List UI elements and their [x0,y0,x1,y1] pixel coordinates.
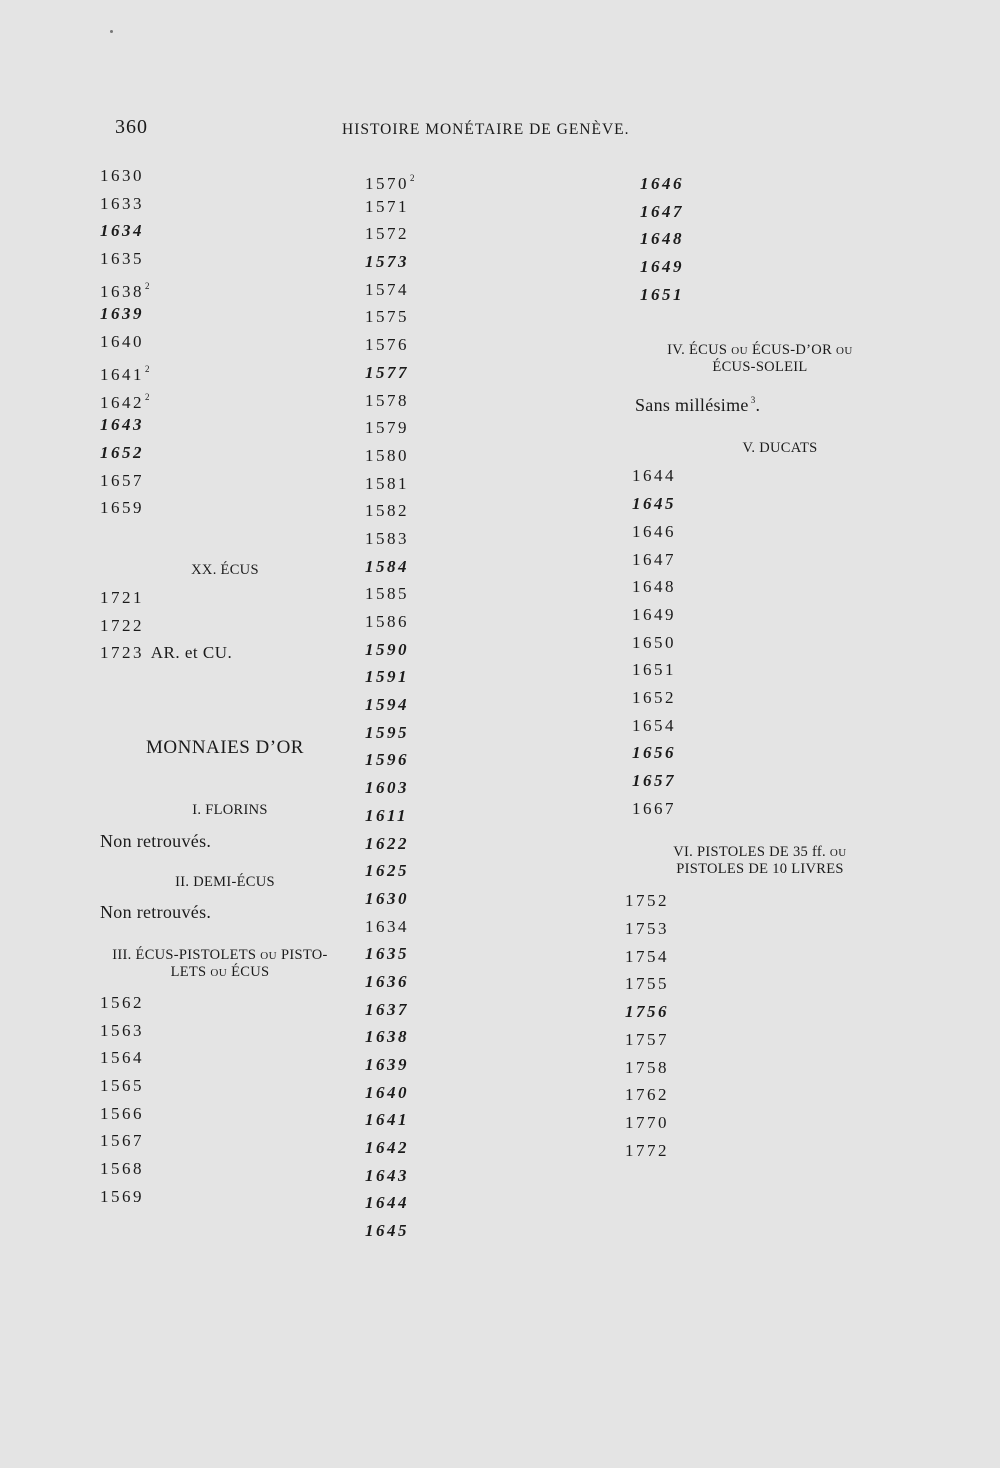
year-value: 1639 [365,1055,409,1074]
right-column [620,170,920,1164]
year-entry [365,746,475,774]
year-value: 1638 [100,281,144,301]
year-value: 1596 [365,750,409,770]
year-value: 1586 [365,612,409,631]
year-entry [365,968,475,996]
year-entry [365,691,475,719]
year-entry [365,303,475,331]
year-entry [100,217,400,245]
note-text: Sans millésime [635,395,749,416]
footnote-marker: 2 [145,280,150,291]
year-value: 1634 [100,221,144,241]
year-entry [365,885,475,913]
year-value: 1585 [365,584,409,604]
year-entry [640,225,920,253]
year-entry [100,384,400,412]
year-entry [625,915,920,943]
year-entry [625,1026,920,1054]
year-entry [365,193,475,221]
year-entry [365,414,475,442]
year-value: 1622 [365,833,409,853]
year-value: 1654 [632,715,676,735]
year-value: 1639 [100,304,144,324]
year-entry [100,273,400,301]
year-value: 1644 [632,466,676,486]
year-entry [100,190,400,218]
year-entry [365,774,475,802]
year-value: 1594 [365,695,409,715]
year-entry [625,1109,920,1137]
year-entry [100,1072,400,1100]
year-entry [365,1051,475,1079]
year-list [620,170,920,308]
year-value: 1641 [100,364,144,384]
year-entry [640,281,920,309]
year-value: 1642 [100,392,144,412]
year-value: 1568 [100,1159,144,1179]
year-value: 1651 [632,660,676,680]
year-value: 1562 [100,993,144,1012]
year-value: 1625 [365,861,409,881]
year-value: 1640 [365,1082,409,1102]
sans-millesime-note [620,389,920,416]
year-value: 1648 [640,229,684,249]
year-value: 1643 [365,1165,409,1185]
year-value: 1578 [365,390,409,410]
year-entry [100,1100,400,1128]
year-entry [365,1217,475,1245]
year-value: 1570 [365,174,409,193]
year-value: 1636 [365,971,409,991]
left-column [100,162,400,1211]
section-title-ecus-or [620,342,900,375]
year-value: 1565 [100,1076,144,1096]
year-entry [100,439,400,467]
title-line-2a: LETS [170,964,211,980]
year-value: 1569 [100,1186,144,1206]
note-period: . [755,395,761,416]
year-entry [100,639,400,667]
year-list [620,887,920,1164]
year-value: 1755 [625,974,669,994]
demi-ecus-note: Non retrouvés. [100,902,212,922]
year-entry [365,857,475,885]
year-value: 1645 [632,494,676,514]
year-value: 1571 [365,196,409,216]
year-entry [100,411,400,439]
year-value: 1652 [632,687,676,707]
year-entry [632,546,920,574]
year-entry [365,553,475,581]
year-entry [365,1023,475,1051]
year-entry [100,612,400,640]
year-value: 1652 [100,442,144,462]
year-entry [365,331,475,359]
year-value: 1572 [365,224,409,244]
year-value: 1753 [625,919,669,939]
year-value: 1756 [625,1002,669,1022]
year-value: 1573 [365,252,409,272]
year-value: 1762 [625,1085,669,1105]
year-entry [365,165,475,193]
year-entry [365,913,475,941]
section-title-ducats: V. DUCATS [742,440,818,457]
year-entry [632,573,920,601]
year-entry [632,629,920,657]
year-entry [632,712,920,740]
year-entry [625,998,920,1026]
year-value: 1648 [632,577,676,597]
year-entry [625,970,920,998]
year-value: 1649 [640,257,684,277]
year-entry [632,656,920,684]
title-line-1b: ÉCUS-D’OR [748,342,836,359]
year-note: AR. et CU. [150,643,233,663]
year-value: 1657 [100,470,144,490]
year-value: 1644 [365,1193,409,1213]
year-entry [632,462,920,490]
year-value: 1582 [365,501,409,521]
year-entry [100,1183,400,1211]
year-entry [365,1189,475,1217]
title-line-1a: IV. ÉCUS [667,342,732,359]
year-value: 1635 [100,249,144,269]
scan-speck [110,30,113,33]
year-entry [100,1017,400,1045]
title-line-2: PISTOLES DE 10 LIVRES [676,861,844,878]
year-entry [100,584,400,612]
year-value: 1576 [365,335,409,355]
year-entry [632,490,920,518]
year-value: 1752 [625,891,669,911]
year-value: 1638 [365,1027,409,1047]
year-entry [365,359,475,387]
year-value: 1757 [625,1029,669,1049]
year-entry [640,198,920,226]
year-value: 1647 [632,549,676,569]
florins-note: Non retrouvés. [100,831,212,851]
year-entry [365,636,475,664]
year-value: 1651 [640,284,684,304]
title-line-1a: VI. PISTOLES DE 35 ff. [673,844,830,861]
year-entry [640,170,920,198]
year-value: 1656 [632,743,676,763]
year-entry [632,518,920,546]
footnote-marker: 2 [145,391,150,402]
year-entry [100,989,400,1017]
year-value: 1722 [100,615,144,635]
year-entry [365,663,475,691]
year-entry [365,1134,475,1162]
year-entry [365,719,475,747]
year-list [365,165,475,1245]
section-title-florins: I. FLORINS [192,802,268,818]
footnote-marker: 2 [145,363,150,374]
year-value: 1590 [365,639,409,659]
year-value: 1567 [100,1131,144,1151]
year-entry [365,608,475,636]
year-value: 1646 [640,174,684,193]
year-value: 1581 [365,473,409,493]
year-entry [365,276,475,304]
year-entry [100,1155,400,1183]
year-entry [625,887,920,915]
year-value: 1577 [365,362,409,382]
year-value: 1650 [632,632,676,652]
footnote-marker: 2 [410,173,415,183]
running-head: HISTOIRE MONÉTAIRE DE GENÈVE. [342,121,630,138]
year-entry [365,220,475,248]
year-value: 1637 [365,999,409,1019]
year-value: 1647 [640,201,684,221]
year-entry [625,1081,920,1109]
year-list [100,162,400,522]
year-entry [100,1127,400,1155]
year-entry [100,328,400,356]
year-entry [365,940,475,968]
year-value: 1583 [365,528,409,548]
title-conjunction: OU [829,847,847,860]
year-value: 1595 [365,722,409,742]
year-value: 1634 [365,916,409,936]
year-value: 1584 [365,556,409,576]
year-value: 1574 [365,279,409,299]
year-entry [365,580,475,608]
year-entry [365,1079,475,1107]
year-value: 1635 [365,944,409,964]
year-entry [625,1054,920,1082]
title-line-1b: PISTO- [277,947,328,963]
year-entry [365,1106,475,1134]
year-entry [100,162,400,190]
year-value: 1772 [625,1140,669,1160]
year-value: 1770 [625,1112,669,1132]
year-value: 1630 [365,888,409,908]
year-value: 1603 [365,778,409,798]
year-value: 1667 [632,798,676,818]
year-value: 1575 [365,307,409,327]
year-value: 1643 [100,415,144,435]
year-value: 1754 [625,946,669,966]
year-entry [365,996,475,1024]
page-number: 360 [115,116,148,138]
year-value: 1566 [100,1103,144,1123]
year-value: 1579 [365,418,409,438]
year-value: 1563 [100,1020,144,1040]
section-title-ecus-pistolets [100,947,340,981]
year-value: 1591 [365,667,409,687]
title-line-2: ÉCUS-SOLEIL [712,359,808,376]
footnote-marker: 3 [750,395,756,406]
title-conjunction: OU [731,345,749,358]
year-value: 1564 [100,1048,144,1068]
year-entry [365,830,475,858]
year-value: 1641 [365,1110,409,1130]
title-conjunction: OU [260,950,278,962]
year-value: 1645 [365,1221,409,1241]
section-title-pistoles [620,844,890,877]
year-value: 1642 [365,1138,409,1158]
year-value: 1640 [100,332,144,352]
year-entry [640,253,920,281]
title-line-2b: ÉCUS [227,964,270,980]
year-entry [632,739,920,767]
year-list [100,584,400,639]
year-entry [365,248,475,276]
year-value: 1657 [632,771,676,790]
year-value: 1580 [365,445,409,465]
title-line-1a: III. ÉCUS-PISTOLETS [112,947,261,963]
year-list [620,462,920,822]
year-value: 1649 [632,604,676,624]
year-entry [100,245,400,273]
year-value: 1611 [365,805,409,825]
year-entry [100,467,400,495]
year-entry [365,525,475,553]
year-entry [365,497,475,525]
year-entry [632,601,920,629]
year-value: 1659 [100,498,144,518]
year-value: 1721 [100,587,144,607]
year-entry [100,494,400,522]
year-entry [365,802,475,830]
title-conjunction: OU [835,345,853,358]
year-entry [365,1162,475,1190]
year-value: 1633 [100,193,144,213]
section-title-demi-ecus: II. DEMI-ÉCUS [175,874,275,890]
year-entry [365,387,475,415]
year-entry [100,356,400,384]
year-value: 1758 [625,1057,669,1077]
section-title-gold: MONNAIES D’OR [146,737,304,758]
section-title-xx-ecus: XX. ÉCUS [191,561,259,578]
year-entry [100,1044,400,1072]
year-entry [100,300,400,328]
title-conjunction: OU [210,967,228,979]
year-entry [365,442,475,470]
year-entry [632,684,920,712]
year-entry [625,943,920,971]
year-entry [625,1137,920,1165]
year-value: 1646 [632,521,676,541]
year-entry [632,795,920,823]
year-entry [365,470,475,498]
year-list [100,989,400,1211]
year-entry [632,767,920,795]
year-value: 1630 [100,166,144,185]
middle-column [365,165,475,1245]
year-value: 1723 [100,643,144,663]
